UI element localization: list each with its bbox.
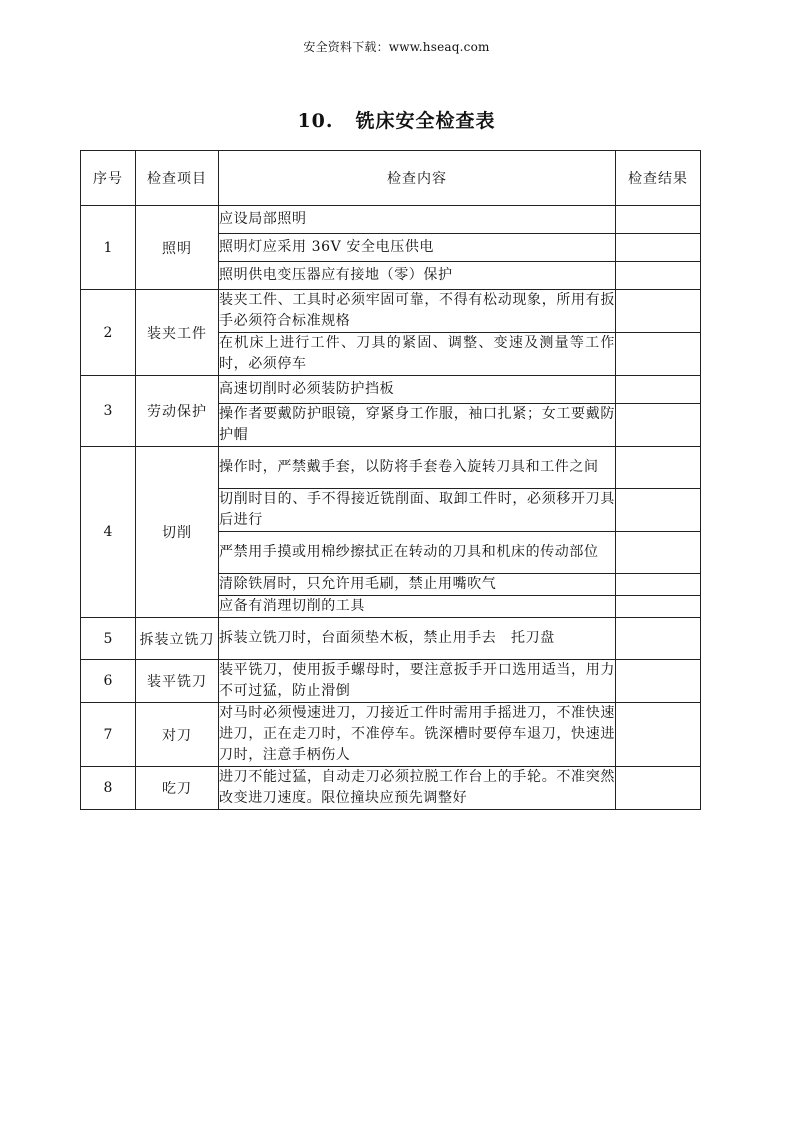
check-item: 照明	[136, 206, 219, 290]
check-result-cell[interactable]	[616, 290, 701, 333]
page-header: 安全资料下载：www.hseaq.com	[303, 40, 490, 54]
check-result-cell[interactable]	[616, 703, 701, 767]
table-row	[81, 376, 701, 404]
check-content: 装夹工件、工具时必须牢固可靠，不得有松动现象，所用有扳手必须符合标准规格	[219, 290, 616, 333]
check-result-cell[interactable]	[616, 767, 701, 810]
row-number: 6	[81, 660, 136, 703]
check-content: 切削时目的、手不得接近铣削面、取卸工件时，必须移开刀具后进行	[219, 489, 616, 532]
check-content: 应备有消理切削的工具	[219, 596, 616, 618]
table-row	[81, 618, 701, 660]
check-content: 照明供电变压器应有接地（零）保护	[219, 262, 616, 290]
check-result-cell[interactable]	[616, 206, 701, 234]
check-result-cell[interactable]	[616, 333, 701, 376]
table-header-row	[81, 151, 701, 206]
column-header-number: 序号	[81, 151, 136, 206]
table-body	[81, 206, 701, 810]
check-result-cell[interactable]	[616, 596, 701, 618]
check-content: 装平铣刀，使用扳手螺母时，要注意扳手开口选用适当，用力不可过猛，防止滑倒	[219, 660, 616, 703]
check-content: 在机床上进行工件、刀具的紧固、调整、变速及测量等工作时，必须停车	[219, 333, 616, 376]
check-content: 应设局部照明	[219, 206, 616, 234]
check-content: 照明灯应采用 36V 安全电压供电	[219, 234, 616, 262]
title-number: 10.	[297, 110, 334, 132]
check-result-cell[interactable]	[616, 404, 701, 447]
check-content: 对马时必须慢速进刀，刀接近工件时需用手摇进刀，不准快速进刀，正在走刀时，不准停车。铣深槽时要停车退刀，快速进刀时，注意手柄伤人	[219, 703, 616, 767]
check-content: 操作者要戴防护眼镜，穿紧身工作服，袖口扎紧；女工要戴防护帽	[219, 404, 616, 447]
table-row	[81, 660, 701, 703]
check-item: 劳动保护	[136, 376, 219, 447]
check-content: 清除铁屑时，只允许用毛刷，禁止用嘴吹气	[219, 574, 616, 596]
check-result-cell[interactable]	[616, 489, 701, 532]
check-content: 进刀不能过猛，自动走刀必须拉脱工作台上的手轮。不准突然改变进刀速度。限位撞块应预先调整好	[219, 767, 616, 810]
column-header-result: 检查结果	[616, 151, 701, 206]
check-content: 高速切削时必须装防护挡板	[219, 376, 616, 404]
row-number: 1	[81, 206, 136, 290]
check-result-cell[interactable]	[616, 447, 701, 489]
row-number: 3	[81, 376, 136, 447]
column-header-item: 检查项目	[136, 151, 219, 206]
column-header-content: 检查内容	[219, 151, 616, 206]
table-row	[81, 206, 701, 234]
table-row	[81, 447, 701, 489]
check-result-cell[interactable]	[616, 262, 701, 290]
check-result-cell[interactable]	[616, 234, 701, 262]
table-row	[81, 290, 701, 333]
check-content: 操作时，严禁戴手套，以防将手套卷入旋转刀具和工件之间	[219, 447, 616, 489]
check-item: 拆装立铣刀	[136, 618, 219, 660]
check-result-cell[interactable]	[616, 532, 701, 574]
table-row	[81, 703, 701, 767]
title-text: 铣床安全检查表	[355, 110, 496, 132]
check-item: 切削	[136, 447, 219, 618]
check-result-cell[interactable]	[616, 574, 701, 596]
check-item: 吃刀	[136, 767, 219, 810]
document-title	[0, 106, 793, 133]
row-number: 8	[81, 767, 136, 810]
table-row	[81, 767, 701, 810]
check-content: 严禁用手摸或用棉纱擦拭正在转动的刀具和机床的传动部位	[219, 532, 616, 574]
check-item: 装平铣刀	[136, 660, 219, 703]
check-result-cell[interactable]	[616, 618, 701, 660]
check-result-cell[interactable]	[616, 660, 701, 703]
check-result-cell[interactable]	[616, 376, 701, 404]
row-number: 4	[81, 447, 136, 618]
check-content: 拆装立铣刀时，台面须垫木板，禁止用手去 托刀盘	[219, 618, 616, 660]
row-number: 5	[81, 618, 136, 660]
check-item: 装夹工件	[136, 290, 219, 376]
safety-checklist-table	[80, 150, 701, 810]
check-item: 对刀	[136, 703, 219, 767]
row-number: 7	[81, 703, 136, 767]
row-number: 2	[81, 290, 136, 376]
